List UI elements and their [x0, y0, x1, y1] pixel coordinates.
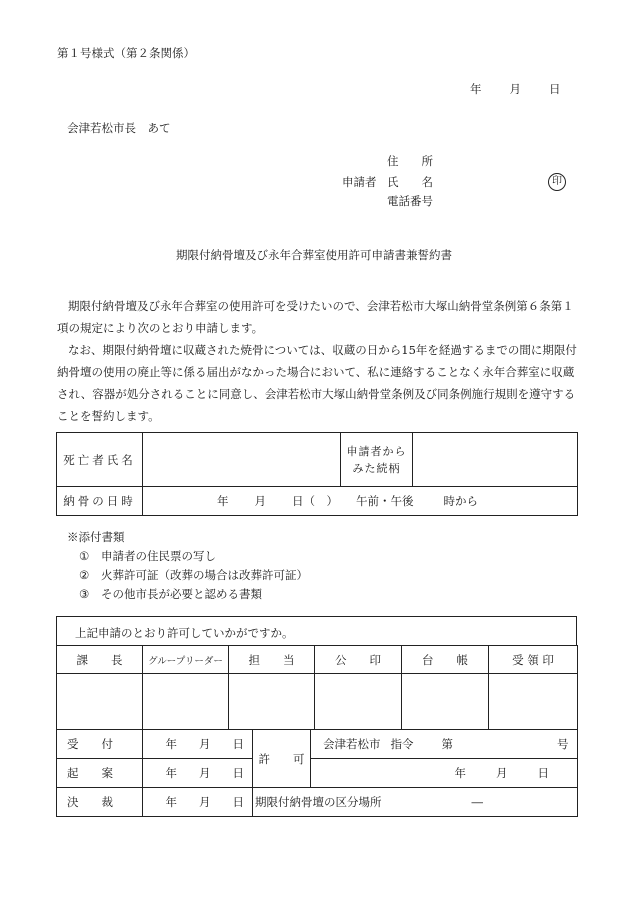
attachment-item: ② 火葬許可証（改葬の場合は改葬許可証）	[79, 568, 308, 582]
approval-question: 上記申請のとおり許可していかがですか。	[75, 626, 294, 640]
paragraph-1: 期限付納骨壇及び永年合葬室の使用許可を受けたいので、会津若松市大塚山納骨堂条例第６条第１項の規定により次のとおり申請します。	[57, 299, 574, 335]
stamp-cell-ledger[interactable]	[402, 674, 489, 730]
applicant-label: 申請者	[342, 175, 377, 189]
burial-year: 年	[217, 494, 229, 508]
stamp-cell-receipt-seal[interactable]	[489, 674, 578, 730]
permit-dai: 第	[441, 737, 453, 751]
stamp-cell-staff[interactable]	[229, 674, 315, 730]
body-text	[57, 295, 577, 427]
processing-table	[56, 729, 578, 817]
stamp-cell-section-chief[interactable]	[57, 674, 143, 730]
column-section-chief: 課 長	[57, 646, 143, 674]
applicant-name-label: 氏 名	[387, 175, 433, 189]
permit-order: 指令	[390, 737, 414, 751]
stamp-cell-official-seal[interactable]	[315, 674, 402, 730]
relation-label-line2: みた続柄	[352, 461, 401, 475]
applicant-address-label: 住 所	[387, 154, 433, 168]
permit-city: 会津若松市	[323, 737, 381, 751]
addressee: 会津若松市長 あて	[67, 121, 171, 135]
received-label: 受 付	[57, 730, 143, 759]
permit-number-cell[interactable]	[311, 730, 578, 759]
date-month: 月	[509, 82, 521, 96]
deceased-name-field[interactable]	[143, 433, 341, 487]
permit-go: 号	[557, 737, 569, 751]
column-official-seal: 公 印	[315, 646, 402, 674]
deceased-table	[56, 432, 578, 516]
date-year: 年	[470, 82, 482, 96]
stamp-cell-group-leader[interactable]	[143, 674, 229, 730]
applicant-phone-label: 電話番号	[387, 194, 433, 208]
date-line	[470, 84, 561, 96]
date-day: 日	[549, 82, 561, 96]
relation-field[interactable]	[413, 433, 578, 487]
relation-label-line1: 申請者から	[346, 444, 407, 458]
document-title: 期限付納骨壇及び永年合葬室使用許可申請書兼誓約書	[176, 248, 452, 262]
column-ledger: 台 帳	[402, 646, 489, 674]
burial-month: 月	[254, 494, 266, 508]
permit-date-cell[interactable]: 年 月 日	[311, 759, 578, 788]
section-location-cell[interactable]	[253, 788, 578, 817]
column-group-leader: グループリーダー	[143, 646, 229, 674]
decided-label: 決 裁	[57, 788, 143, 817]
form-number: 第１号様式（第２条関係）	[57, 46, 195, 60]
decided-date[interactable]: 年 月 日	[143, 788, 253, 817]
relation-label	[341, 433, 413, 487]
seal-mark: 印	[548, 173, 566, 191]
drafted-date[interactable]: 年 月 日	[143, 759, 253, 788]
section-location-value: ―	[471, 795, 483, 809]
attachment-item: ③ その他市長が必要と認める書類	[79, 587, 262, 601]
section-location-label: 期限付納骨壇の区分場所	[255, 795, 382, 809]
drafted-label: 起 案	[57, 759, 143, 788]
burial-time: 時から	[443, 494, 478, 508]
approval-question-box	[56, 616, 577, 645]
approval-stamp-table	[56, 645, 578, 730]
received-date[interactable]: 年 月 日	[143, 730, 253, 759]
burial-datetime-label: 納骨の日時	[57, 487, 143, 516]
attachments	[67, 528, 308, 604]
burial-ampm: 午前・午後	[356, 494, 414, 508]
paragraph-2: なお、期限付納骨壇に収蔵された焼骨については、収蔵の日から15年を経過するまでの間に期限付納骨壇の使用の廃止等に係る届出がなかった場合において、私に連絡することなく永年合葬室に収蔵され、容器が処分されることに同意し、会津若松市大塚山納骨堂条例及び同条例施行規則を遵守することを誓約します。	[57, 343, 577, 423]
permit-label: 許 可	[253, 730, 311, 788]
column-staff: 担 当	[229, 646, 315, 674]
attachment-item: ① 申請者の住民票の写し	[79, 549, 216, 563]
column-receipt-seal: 受 領 印	[489, 646, 578, 674]
deceased-name-label: 死亡者氏名	[57, 433, 143, 487]
burial-day: 日（ ）	[292, 494, 338, 508]
attachments-heading: ※添付書類	[67, 530, 125, 544]
burial-datetime-field[interactable]	[143, 487, 578, 516]
